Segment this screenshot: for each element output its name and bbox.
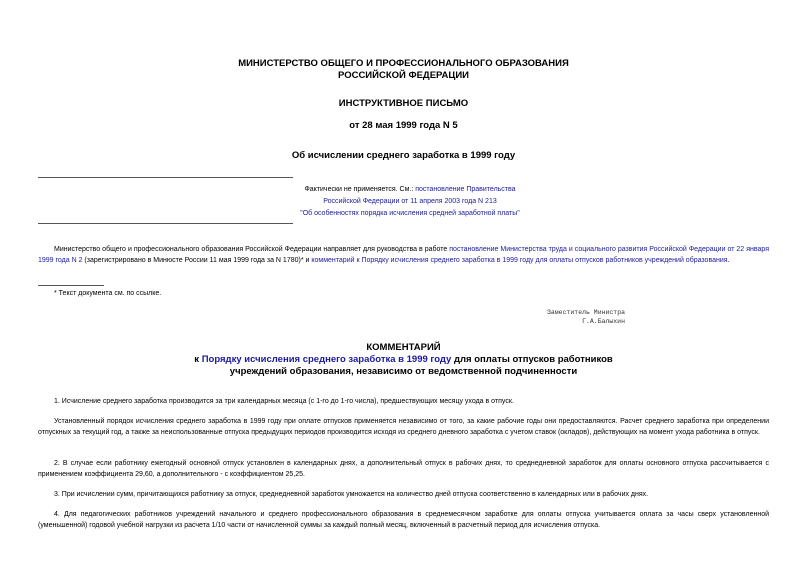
commentary-subtitle-line1 <box>0 354 807 366</box>
ministry-name-line1: МИНИСТЕРСТВО ОБЩЕГО И ПРОФЕССИОНАЛЬНОГО ОБРАЗОВАНИЯ <box>238 58 569 69</box>
status-note-link-part3[interactable]: "Об особенностях порядка исчисления средней заработной платы" <box>300 210 520 217</box>
paragraph-1-continued: Установленный порядок исчисления среднего заработка в 1999 году при оплате отпусков применяется независимо от того, за какие рабочие годы они предоставляются. Расчет среднего заработка при определении отпускных за текущий год, а также за неиспользованные отпуска предыдущих периодов производится исходя из среднего дневного заработка с учетом ставок (окладов), действующих на момент ухода работника в отпуск. <box>38 418 769 436</box>
document-date: от 28 мая 1999 года N 5 <box>349 120 458 131</box>
footnote: * Текст документа см. по ссылке. <box>54 290 162 297</box>
status-note-link-part1[interactable]: постановление Правительства <box>415 186 516 193</box>
status-note-text: Фактически не применяется. См.: <box>304 186 416 193</box>
intro-link-postanovlenie[interactable]: постановление Министерства труда и социального развития Российской Федерации от 22 января 1999 года N 2 <box>38 246 769 264</box>
commentary-prefix: к <box>194 354 202 365</box>
note-bottom-divider <box>38 223 293 224</box>
note-top-divider <box>38 177 293 178</box>
signature-name: Г.А.Балыхин <box>582 318 625 325</box>
signature-position: Заместитель Министра <box>546 309 625 316</box>
status-note-line1 <box>200 184 620 195</box>
commentary-suffix: для оплаты отпусков работников <box>451 354 613 365</box>
paragraph-1: 1. Исчисление среднего заработка производится за три календарных месяца (с 1-го до 1-го числа), предшествующих месяцу ухода в отпуск. <box>54 398 514 405</box>
intro-paragraph <box>38 244 769 266</box>
intro-text-3: . <box>727 257 730 264</box>
paragraph-4: 4. Для педагогических работников учреждений начального и среднего профессионального образования в среднемесячном заработке для оплаты отпуска учитывается оплата за часы сверх установленной (уменьшенной) годовой учебной нагрузки из расчета 1/10 части от начисленной суммы за каждый полный месяц, включенный в расчетный период для исчисления отпуска. <box>38 511 769 529</box>
document-title: Об исчислении среднего заработка в 1999 году <box>291 150 516 161</box>
intro-text-1: Министерство общего и профессионального образования Российской Федерации направляет для руководства в работе <box>54 246 450 253</box>
paragraph-3: 3. При исчислении сумм, причитающихся работнику за отпуск, среднедневной заработок умножается на количество дней отпуска соответственно в календарных или в рабочих днях. <box>54 491 649 498</box>
ministry-name-line2: РОССИЙСКОЙ ФЕДЕРАЦИИ <box>337 70 469 81</box>
status-note-line2 <box>200 196 620 207</box>
footnote-divider <box>38 285 104 286</box>
commentary-link-poryadok[interactable]: Порядку исчисления среднего заработка в 1999 году <box>201 354 452 365</box>
commentary-subtitle-line2: учреждений образования, независимо от ведомственной подчиненности <box>229 366 578 377</box>
status-note-link-part2[interactable]: Российской Федерации от 11 апреля 2003 года N 213 <box>323 198 497 205</box>
paragraph-2: 2. В случае если работнику ежегодный основной отпуск установлен в календарных днях, а дополнительный отпуск в рабочих днях, то среднедневной заработок для оплаты основного отпуска рассчитывается с применением коэффициента 29,60, а дополнительного - с коэффициентом 25,25. <box>38 460 769 478</box>
status-note-line3 <box>200 208 620 219</box>
intro-text-2: (зарегистрировано в Минюсте России 11 мая 1999 года за N 1780)* и <box>82 257 312 264</box>
commentary-title: КОММЕНТАРИЙ <box>366 342 441 353</box>
intro-link-commentary[interactable]: комментарий к Порядку исчисления среднего заработка в 1999 году для оплаты отпусков работников учреждений образования <box>311 257 728 264</box>
document-type: ИНСТРУКТИВНОЕ ПИСЬМО <box>338 98 469 109</box>
